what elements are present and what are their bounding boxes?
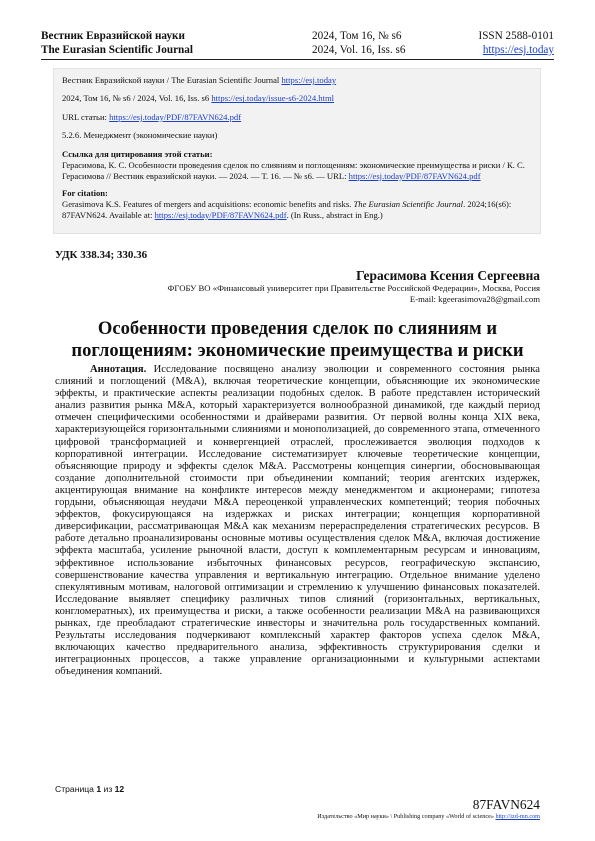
abstract bbox=[55, 364, 540, 678]
publisher-link[interactable]: http://izd-mn.com bbox=[495, 813, 540, 820]
meta-issue-line: 2024, Том 16, № s6 / 2024, Vol. 16, Iss. s6 https://esj.today/issue-s6-2024.html bbox=[62, 93, 335, 104]
citation-en-label: For citation: bbox=[62, 187, 108, 198]
issue-ru: 2024, Том 16, № s6 bbox=[312, 30, 402, 42]
article-code: 87FAVN624 bbox=[472, 797, 540, 812]
citation-en-pre: Gerasimova K.S. Features of mergers and acquisitions: economic benefits and risks. bbox=[62, 198, 352, 209]
meta-journal-link[interactable]: https://esj.today bbox=[281, 75, 337, 85]
author-name: Герасимова Ксения Сергеевна bbox=[356, 268, 540, 283]
page-current: 1 bbox=[96, 784, 102, 794]
udk-code: УДК 338.34; 330.36 bbox=[55, 249, 148, 261]
journal-name-ru: Вестник Евразийской науки bbox=[41, 30, 185, 42]
citation-en-post: . (In Russ., abstract in Eng.) bbox=[286, 209, 383, 220]
citation-ru-label: Ссылка для цитирования этой статьи: bbox=[62, 148, 213, 159]
citation-ru bbox=[62, 149, 532, 182]
citation-ru-link[interactable]: https://esj.today/PDF/87FAVN624.pdf bbox=[348, 170, 481, 181]
header-divider bbox=[41, 59, 554, 60]
article-meta-box bbox=[53, 68, 541, 234]
meta-journal-line: Вестник Евразийской науки / The Eurasian Scientific Journal https://esj.today bbox=[62, 75, 337, 85]
meta-article-url-line: URL статьи: https://esj.today/PDF/87FAVN624.pdf bbox=[62, 111, 242, 122]
citation-en bbox=[62, 188, 532, 221]
site-link[interactable]: https://esj.today bbox=[482, 44, 554, 56]
citation-en-link[interactable]: https://esj.today/PDF/87FAVN624.pdf bbox=[154, 209, 287, 220]
author-affiliation bbox=[168, 283, 540, 305]
citation-en-journal: The Eurasian Scientific Journal bbox=[353, 198, 464, 209]
author-email: E-mail: kgeerasimova28@gmail.com bbox=[409, 294, 540, 304]
meta-specialty: 5.2.6. Менеджмент (экономические науки) bbox=[62, 130, 218, 141]
abstract-label: Аннотация. bbox=[90, 364, 147, 375]
citation-ru-text: Герасимова, К. С. Особенности проведения сделок по слияниям и поглощениям: экономические преимущества и риски / К. С. Герасимова // Вестник евразийской науки. — 2024. — Т. 16. — № s6. — URL: bbox=[62, 159, 525, 181]
article-title: Особенности проведения сделок по слияниям и поглощениям: экономические преимущества и риски bbox=[71, 318, 524, 361]
page-total: 12 bbox=[114, 784, 125, 794]
journal-name-en: The Eurasian Scientific Journal bbox=[41, 44, 193, 56]
affiliation-text: ФГОБУ ВО «Финансовый университет при Правительстве Российской Федерации», Москва, Россия bbox=[167, 283, 540, 293]
issue-en: 2024, Vol. 16, Iss. s6 bbox=[312, 44, 406, 56]
issn: ISSN 2588-0101 bbox=[478, 30, 554, 42]
page-counter: Страница 1 из 12 bbox=[55, 784, 125, 794]
journal-header bbox=[41, 29, 554, 57]
abstract-text: Исследование посвящено анализу эволюции и современного состояния рынка слияний и поглощений (M&A), включая теоретические концепции, объясняющие их экономические эффекты, и практические аспекты реализации подобных сделок. В работе представлен исторический анализ развития рынка M&A, который характеризуется волнообразной динамикой, где каждый период отмечен специфическими особенностями и драйверами развития. От первой волны конца XIX века, характеризующейся горизонтальными слияниями и монополизацией, до современного этапа, отмеченного цифровой трансформацией и конвергенцией отраслей, прослеживается эволюция подходов к корпоративной интеграции. Исследование систематизирует ключевые теоретические концепции, объясняющие природу и эффекты сделок M&A. Рассмотрены концепция синергии, обосновывающая создание дополнительной стоимости при объединении компаний; теория агентских издержек, акцентирующая внимание на конфликте интересов между менеджментом и акционерами; гипотеза гордыни, объясняющая неудачи M&A переоценкой управленческих компетенций; теория побочных эффектов, фокусирующаяся на издержках и рисках интеграции; концепция корпоративной диверсификации, рассматривающая M&A как механизм перераспределения стратегических ресурсов. В работе детально проанализированы основные мотивы осуществления сделок M&A, включая достижение эффекта масштаба, усиление рыночной власти, доступ к комплементарным ресурсам и инновациям, эффективное использование избыточных финансовых ресурсов, географическую экспансию, совершенствование качества управления и вертикальную интеграцию. Отдельное внимание уделено спекулятивным мотивам, налоговой оптимизации и стремлению к улучшению финансовых показателей. Исследование выявляет специфику различных типов слияний (горизонтальных, вертикальных, конгломератных), их преимущества и риски, а также особенности реализации M&A на развивающихся рынках, где преобладают стратегические инвесторы и значительна роль государственных компаний. Результаты исследования подчеркивают комплексный характер факторов успеха сделок M&A, включающих качество предварительного анализа, эффективность структурирования сделки и интеграционных процессов, а также управление организационными и культурными аспектами объединения компаний. bbox=[55, 364, 540, 678]
meta-article-link[interactable]: https://esj.today/PDF/87FAVN624.pdf bbox=[109, 111, 242, 122]
publisher-line: Издательство «Мир науки» \ Publishing company «World of science» http://izd-mn.com bbox=[317, 813, 540, 820]
meta-issue-link[interactable]: https://esj.today/issue-s6-2024.html bbox=[211, 93, 335, 104]
citation-en-mid: . 2024;16(s6): 87FAVN624. Available at: bbox=[62, 198, 512, 220]
